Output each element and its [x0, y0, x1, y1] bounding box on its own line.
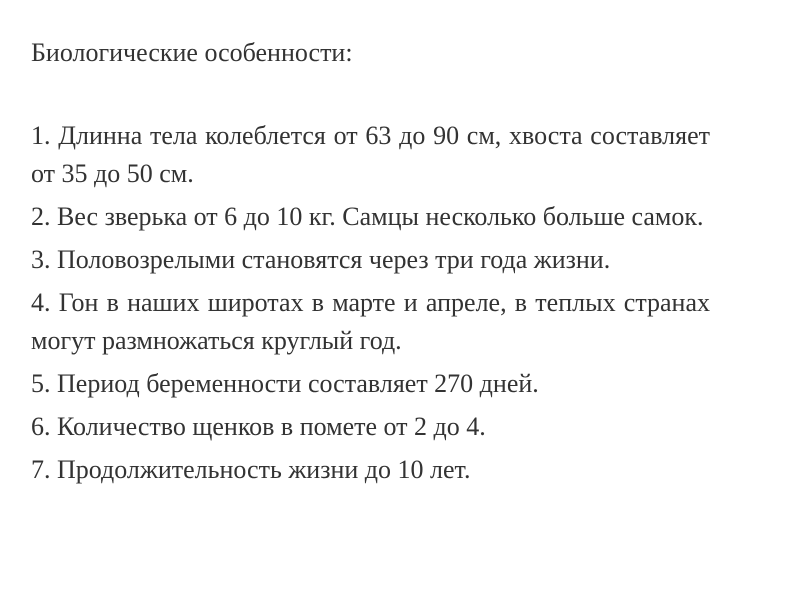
list-item-3: 3. Половозрелыми становятся через три года жизни. — [31, 245, 611, 274]
list-item-5: 5. Период беременности составляет 270 дней. — [31, 369, 539, 398]
list-item-4: 4. Гон в наших широтах в марте и апреле, в теплых странах могут размножаться круглый год. — [31, 288, 710, 355]
spacer — [31, 73, 710, 117]
slide-content — [31, 33, 710, 494]
slide-heading: Биологические особенности: — [31, 38, 353, 67]
list-item-6: 6. Количество щенков в помете от 2 до 4. — [31, 412, 486, 441]
list-item-2: 2. Вес зверька от 6 до 10 кг. Самцы несколько больше самок. — [31, 202, 704, 231]
list-item-7: 7. Продолжительность жизни до 10 лет. — [31, 455, 471, 484]
list-item-1: 1. Длинна тела колеблется от 63 до 90 см, хвоста составляет от 35 до 50 см. — [31, 121, 710, 188]
